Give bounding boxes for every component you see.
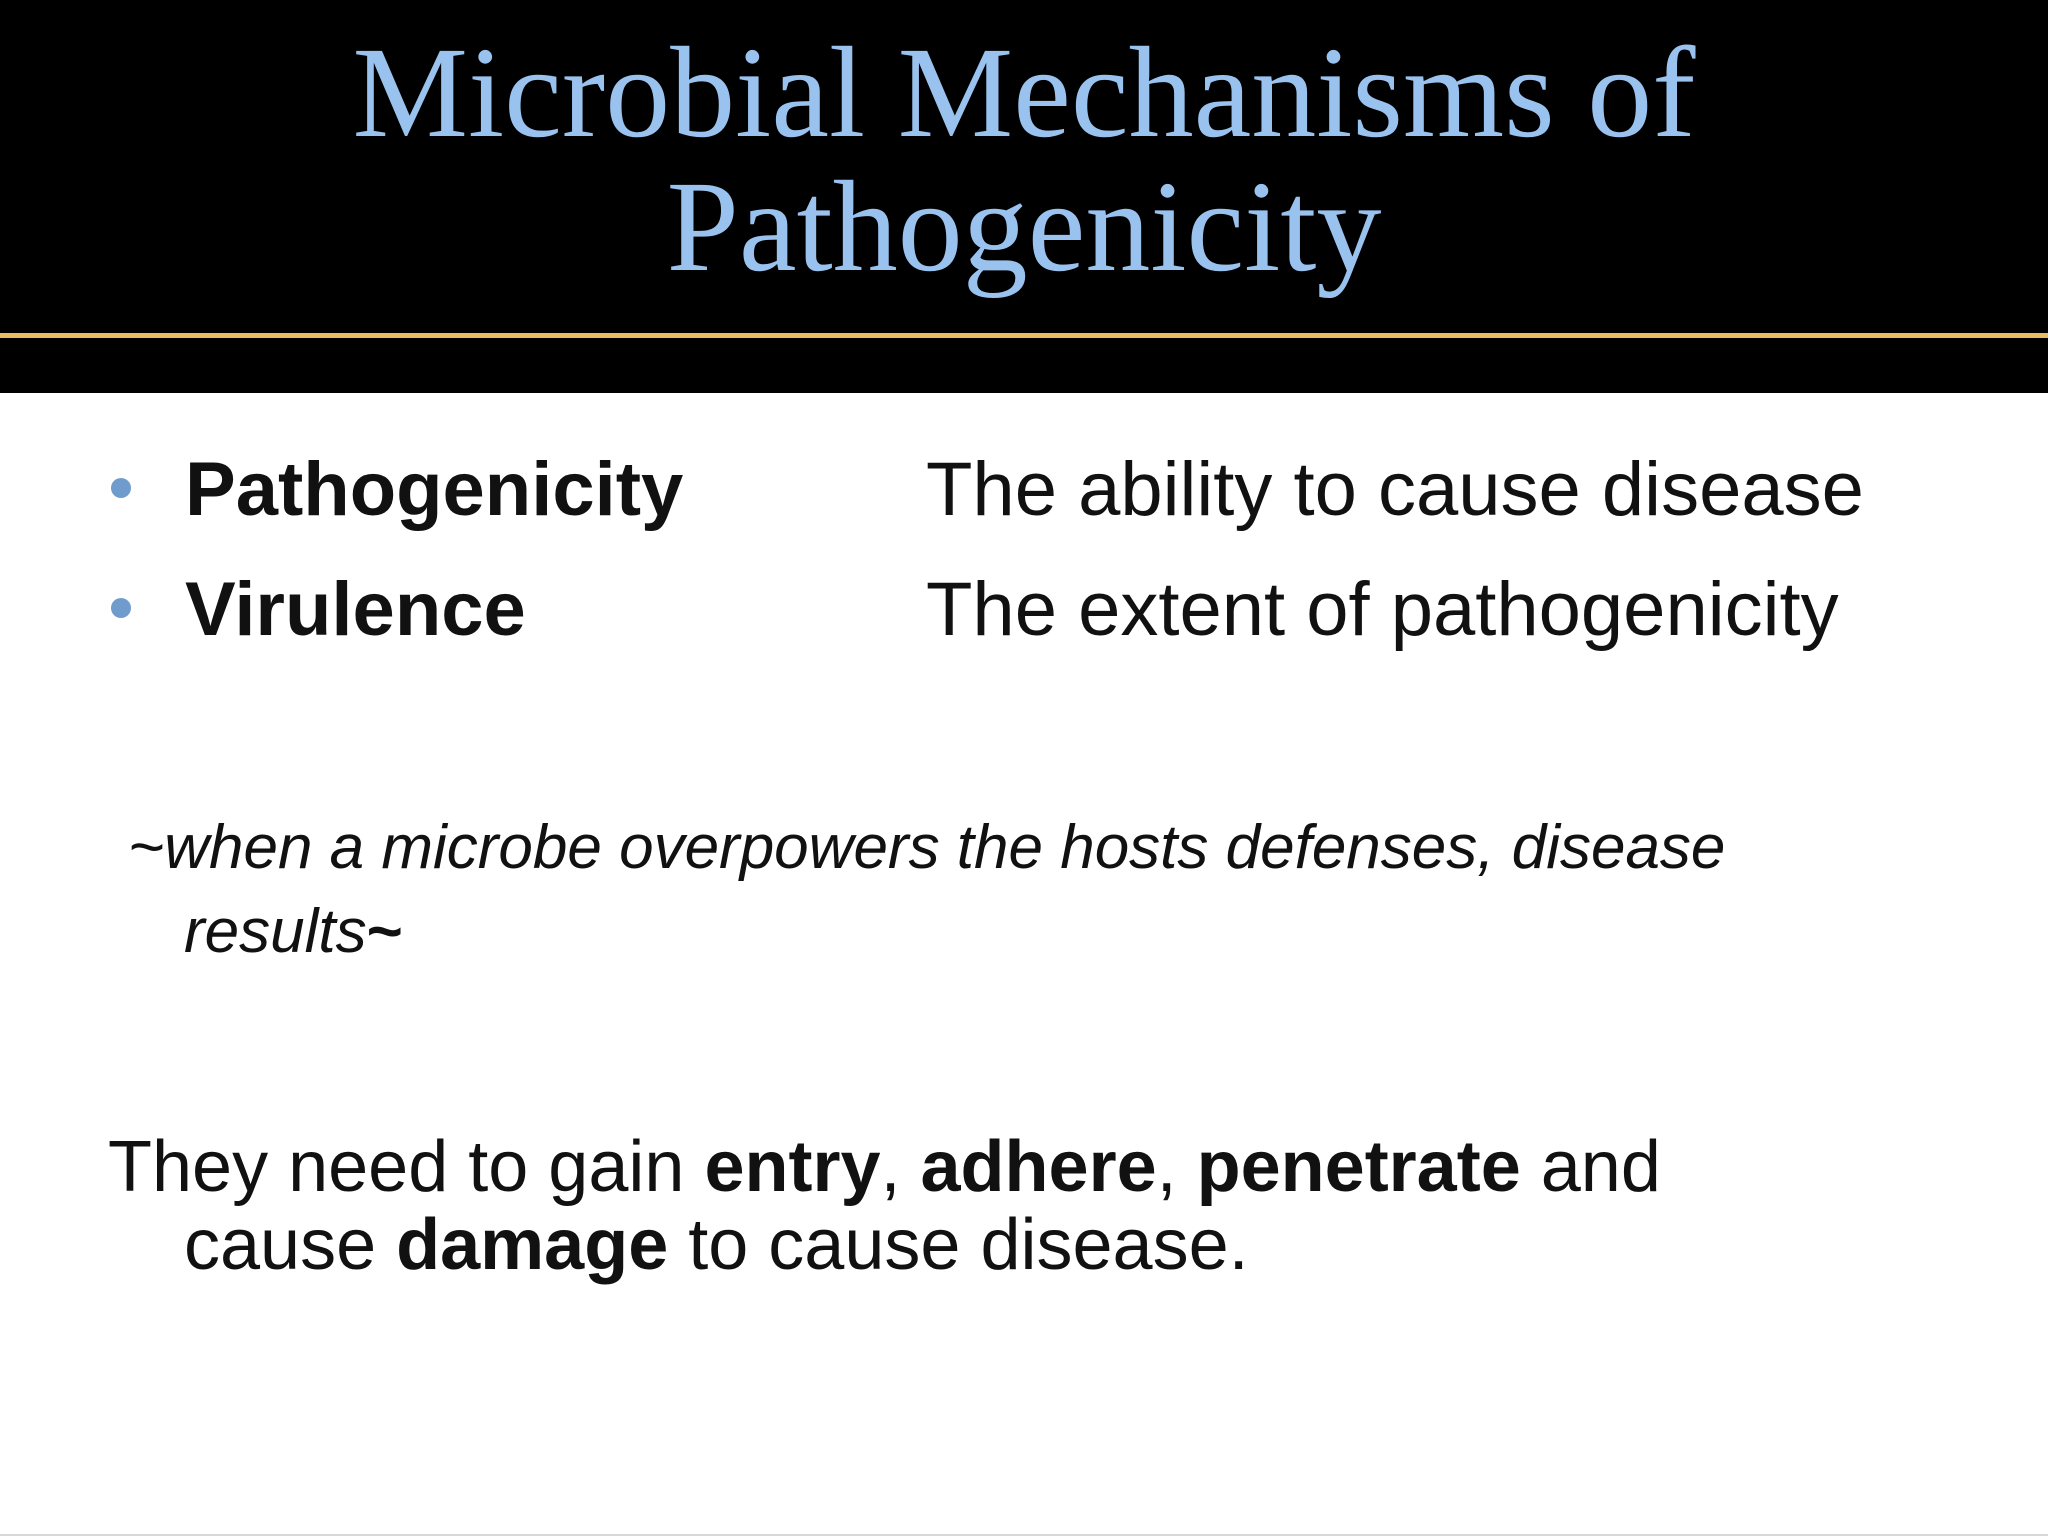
definition-virulence: The extent of pathogenicity (926, 567, 1839, 652)
summary-text (108, 1128, 1661, 1284)
quote-line-1: ~when a microbe overpowers the hosts defenses, disease (128, 813, 1726, 882)
summary-entry: entry (704, 1127, 881, 1207)
term-virulence: Virulence (185, 567, 526, 652)
summary-part-1: They need to gain (108, 1127, 705, 1207)
slide-title-line-1: Microbial Mechanisms of (352, 21, 1696, 165)
quote-results: results (184, 897, 367, 966)
quote-line-2 (128, 890, 1725, 974)
bullet-icon (111, 478, 131, 498)
summary-damage: damage (396, 1205, 669, 1285)
slide-title (0, 20, 2048, 300)
quote-tilde: ~ (366, 897, 403, 966)
summary-sep-1: , (880, 1127, 921, 1207)
title-divider (0, 333, 2048, 338)
summary-line-1 (108, 1127, 1661, 1207)
definition-item-pathogenicity (0, 440, 2048, 560)
definition-item-virulence (0, 560, 2048, 680)
term-pathogenicity: Pathogenicity (185, 447, 684, 532)
summary-line-2 (108, 1206, 1661, 1284)
summary-part-2: and (1520, 1127, 1661, 1207)
summary-part-4: to cause disease. (668, 1205, 1249, 1285)
summary-part-3: cause (184, 1205, 397, 1285)
summary-penetrate: penetrate (1196, 1127, 1521, 1207)
definition-list (0, 440, 2048, 680)
quote-text (128, 806, 1725, 974)
summary-adhere: adhere (920, 1127, 1157, 1207)
summary-sep-2: , (1156, 1127, 1197, 1207)
slide-title-line-2: Pathogenicity (666, 155, 1382, 299)
bullet-icon (111, 598, 131, 618)
definition-pathogenicity: The ability to cause disease (926, 447, 1864, 532)
